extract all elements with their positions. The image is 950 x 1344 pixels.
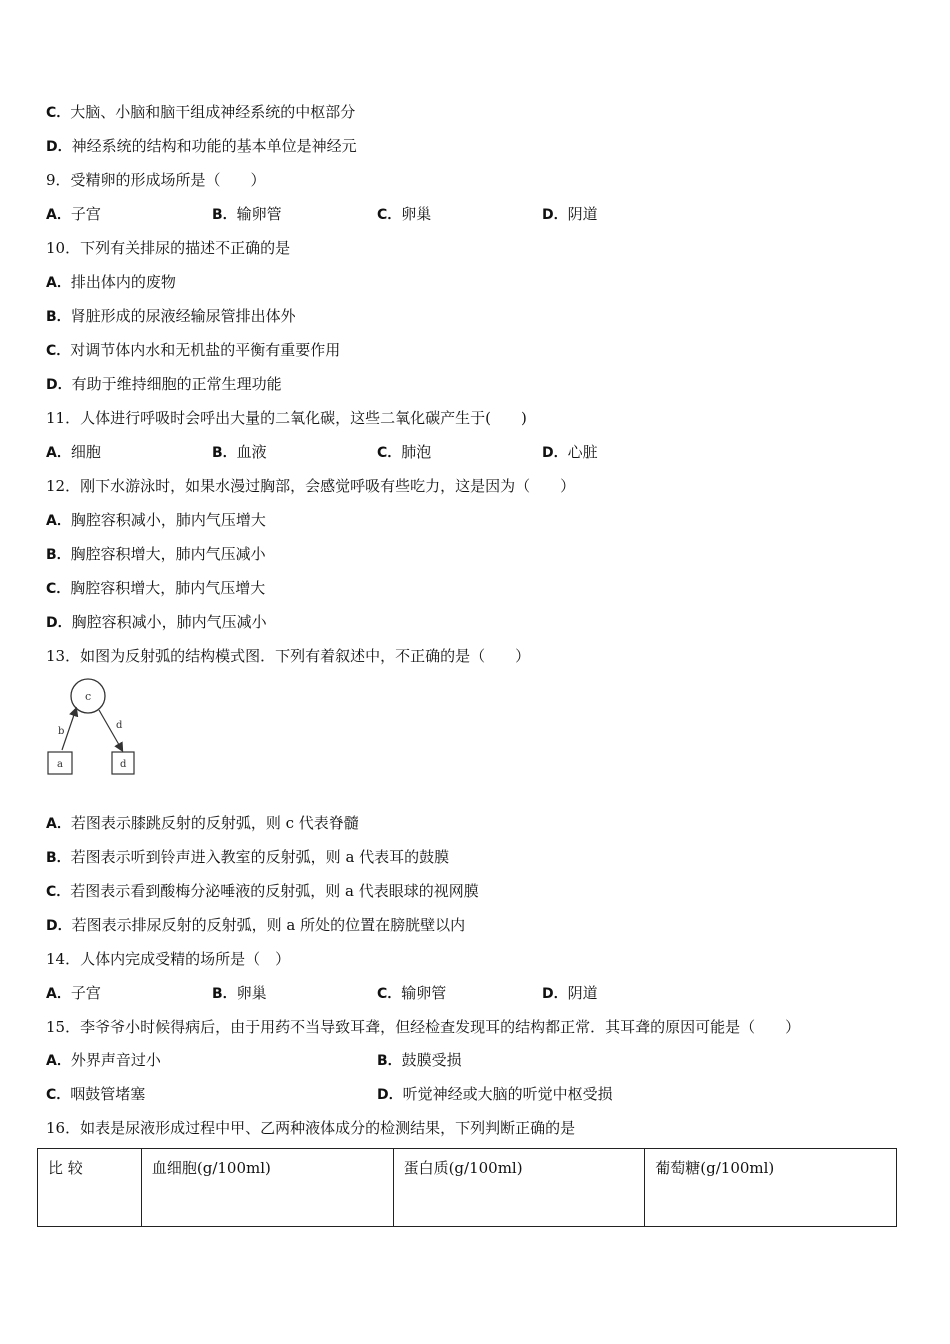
q10-option-d: D．有助于维持细胞的正常生理功能	[46, 375, 282, 393]
question-16: 16．如表是尿液形成过程中甲、乙两种液体成分的检测结果，下列判断正确的是	[46, 1119, 576, 1137]
question-9: 9．受精卵的形成场所是（ ）	[46, 171, 266, 189]
q11-option-b: B．血液	[212, 443, 267, 461]
question-15: 15．李爷爷小时候得病后，由于用药不当导致耳聋，但经检查发现耳的结构都正常．其耳聋的原因可能是（ ）	[46, 1018, 801, 1036]
path-d-label: d	[116, 720, 123, 731]
q11-option-a: A．细胞	[46, 443, 101, 461]
q13-option-a: A．若图表示膝跳反射的反射弧，则 c 代表脊髓	[46, 814, 359, 832]
table-header-cell: 葡萄糖(g/100ml)	[645, 1149, 897, 1227]
q15-option-b: B．鼓膜受损	[377, 1051, 462, 1069]
q14-option-b: B．卵巢	[212, 984, 267, 1002]
option-d-line: D．神经系统的结构和功能的基本单位是神经元	[46, 137, 357, 155]
q13-option-c: C．若图表示看到酸梅分泌唾液的反射弧，则 a 代表眼球的视网膜	[46, 882, 479, 900]
q15-option-a: A．外界声音过小	[46, 1051, 161, 1069]
q14-option-d: D．阴道	[542, 984, 598, 1002]
option-c-line: C．大脑、小脑和脑干组成神经系统的中枢部分	[46, 103, 356, 121]
path-b-label: b	[58, 726, 65, 737]
comparison-table	[37, 1148, 897, 1227]
q10-option-a: A．排出体内的废物	[46, 273, 176, 291]
q10-option-c: C．对调节体内水和无机盐的平衡有重要作用	[46, 341, 341, 359]
q10-option-b: B．肾脏形成的尿液经输尿管排出体外	[46, 307, 296, 325]
q9-option-d: D．阴道	[542, 205, 598, 223]
q9-option-a: A．子宫	[46, 205, 101, 223]
q15-option-c: C．咽鼓管堵塞	[46, 1085, 146, 1103]
q12-option-b: B．胸腔容积增大，肺内气压减小	[46, 545, 266, 563]
q11-option-d: D．心脏	[542, 443, 598, 461]
node-c-label: c	[85, 690, 92, 703]
question-11: 11．人体进行呼吸时会呼出大量的二氧化碳，这些二氧化碳产生于( )	[46, 409, 527, 427]
table-header-row	[38, 1149, 897, 1227]
q12-option-a: A．胸腔容积减小，肺内气压增大	[46, 511, 266, 529]
table-header-cell: 比 较	[38, 1149, 142, 1227]
q9-option-c: C．卵巢	[377, 205, 432, 223]
q11-option-c: C．肺泡	[377, 443, 432, 461]
table-header-cell: 蛋白质(g/100ml)	[393, 1149, 645, 1227]
node-a-label: a	[57, 759, 63, 770]
q12-option-d: D．胸腔容积减小，肺内气压减小	[46, 613, 267, 631]
q12-option-c: C．胸腔容积增大，肺内气压增大	[46, 579, 266, 597]
question-14: 14．人体内完成受精的场所是（ ）	[46, 950, 291, 968]
question-13: 13．如图为反射弧的结构模式图．下列有着叙述中，不正确的是（ ）	[46, 647, 531, 665]
q14-option-a: A．子宫	[46, 984, 101, 1002]
question-10: 10．下列有关排尿的描述不正确的是	[46, 239, 291, 257]
table-header-cell: 血细胞(g/100ml)	[141, 1149, 393, 1227]
node-d-label: d	[120, 759, 127, 770]
q13-option-b: B．若图表示听到铃声进入教室的反射弧，则 a 代表耳的鼓膜	[46, 848, 450, 866]
q14-option-c: C．输卵管	[377, 984, 447, 1002]
reflex-arc-diagram	[44, 676, 140, 780]
q9-option-b: B．输卵管	[212, 205, 282, 223]
q13-option-d: D．若图表示排尿反射的反射弧，则 a 所处的位置在膀胱壁以内	[46, 916, 466, 934]
question-12: 12．刚下水游泳时，如果水漫过胸部，会感觉呼吸有些吃力，这是因为（ ）	[46, 477, 576, 495]
q15-option-d: D．听觉神经或大脑的听觉中枢受损	[377, 1085, 613, 1103]
